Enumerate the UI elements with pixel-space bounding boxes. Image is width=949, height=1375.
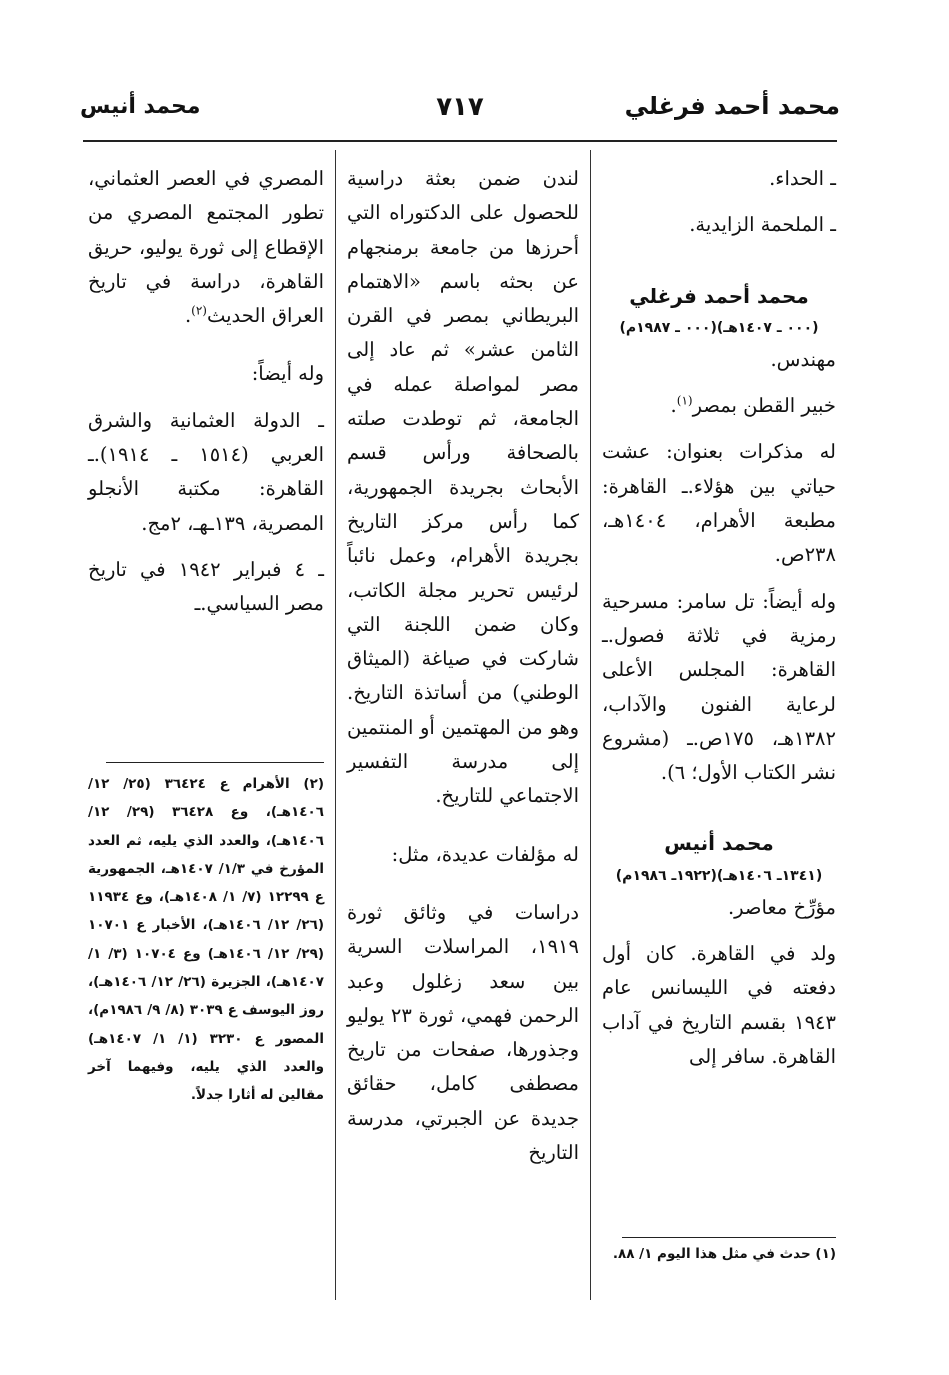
right-column: [602, 162, 836, 1074]
bullet-item: ـ الملحمة الزايدية.: [689, 213, 836, 237]
bullet-item: ـ الحداء.: [769, 167, 836, 190]
entry-note: [602, 389, 836, 423]
middle-column: [347, 162, 579, 1170]
entry-title: محمد أنيس: [664, 831, 774, 856]
footnote: (٢) الأهرام ع ٣٦٤٢٤ (٢٥/ ١٢/ ١٤٠٦هـ)، وع ٣٦٤٢٨ (٢٩/ ١٢/ ١٤٠٦هـ)، والعدد الذي يليه، ثم العدد المؤرخ في ١/٣/ ١٤٠٧هـ، الجمهورية ع ١٢٢٩٩ (٧/ ١/ ١٤٠٨هـ)، وع ١١٩٣٤ (٢٦/ ١٢/ ١٤٠٦هـ)، الأخبار ع ١٠٧٠١ (٢٩/ ١٢/ ١٤٠٦هـ) وع ١٠٧٠٤ (٣/ ١/ ١٤٠٧هـ)، الجزيرة (٢٦/ ١٢/ ١٤٠٦هـ)، روز اليوسف ع ٣٠٣٩ (٨/ ٩/ ١٩٨٦م)، المصور ع ٣٢٣٠ (١/ ١/ ١٤٠٧هـ) والعدد الذي يليه، وفيهما آخر مقالين له أثارا جدلاً.: [88, 776, 325, 1104]
entry-title: محمد أحمد فرغلي: [629, 283, 809, 308]
header-rule: [83, 140, 837, 142]
book-item: ـ الدولة العثمانية والشرق العربي (١٥١٤ ـ ١٩١٤).ـ القاهرة: مكتبة الأنجلو المصرية، ١٣٩ـهـ، ٢مج.: [88, 408, 324, 535]
footnote-rule: [106, 762, 324, 763]
entry-note-end: .: [670, 394, 677, 418]
entry-profession: مؤرِّخ معاصر.: [727, 895, 836, 919]
footnote-rule: [622, 1237, 836, 1238]
left-column: [88, 162, 324, 622]
entry-works: له مذكرات بعنوان: عشت حياتي بين هؤلاء.ـ القاهرة: مطبعة الأهرام، ١٤٠٤هـ، ٢٣٨ص.: [602, 440, 836, 567]
entry-bio-continued: لندن ضمن بعثة دراسية للحصول على الدكتوراه التي أحرزها من جامعة برمنجهام عن بحثه باسم «الاهتمام البريطاني بمصر في القرن الثامن عشر» ثم عاد إلى مصر لمواصلة عمله في الجامعة، ثم توطدت صلته بالصحافة ورأس قسم الأبحاث بجريدة الجمهورية، كما رأس مركز التاريخ بجريدة الأهرام، وعمل نائباً لرئيس تحرير مجلة الكاتب، وكان ضمن اللجنة التي شاركت في صياغة (الميثاق الوطني) من أساتذة التاريخ. وهو من المهتمين أو المنتمين إلى مدرسة التفسير الاجتماعي للتاريخ.: [347, 167, 579, 808]
works-intro: له مؤلفات عديدة، مثل:: [391, 842, 579, 866]
entry-also: وله أيضاً: تل سامر: مسرحية رمزية في ثلاثة فصول.ـ القاهرة: المجلس الأعلى لرعاية الفنون والآداب، ١٣٨٢هـ، ١٧٥ص.ـ (مشروع نشر الكتاب الأول؛ ٦).: [602, 589, 836, 785]
also-heading: وله أيضاً:: [251, 362, 324, 386]
header-left-name: محمد أنيس: [80, 94, 201, 119]
footnote-marker: (٢): [191, 303, 207, 318]
entry-dates: (٠٠٠ ـ ١٤٠٧هـ)(٠٠٠ ـ ١٩٨٧م): [619, 319, 819, 336]
works-list: دراسات في وثائق ثورة ١٩١٩، المراسلات السرية بين سعد زغلول وعبد الرحمن فهمي، ثورة ٢٣ يوليو وجذورها، صفحات من تاريخ مصطفى كامل، حقائق جديدة عن الجبرتي، مدرسة التاريخ: [347, 900, 579, 1165]
footnote-marker: (١): [676, 393, 693, 408]
book-item: ـ ٤ فبراير ١٩٤٢ في تاريخ مصر السياسي.ـ: [88, 557, 324, 616]
column-separator: [590, 150, 591, 1300]
works-list-text: المصري في العصر العثماني، تطور المجتمع المصري من الإقطاع إلى ثورة يوليو، حريق القاهرة، دراسة في تاريخ العراق الحديث: [88, 167, 324, 328]
works-list-end: .: [184, 304, 192, 328]
page-number: ٧١٧: [436, 92, 484, 122]
running-header: [80, 88, 840, 136]
entry-dates: (١٣٤١ـ ١٤٠٦هـ)(١٩٢٢ـ ١٩٨٦م): [615, 867, 823, 884]
column-separator: [335, 150, 336, 1300]
entry-bio: ولد في القاهرة. كان أول دفعته في الليسانس عام ١٩٤٣ بقسم التاريخ في آداب القاهرة. سافر إلى: [602, 942, 836, 1068]
works-list-continued: [88, 162, 324, 333]
entry-profession: مهندس.: [770, 347, 836, 371]
header-right-name: محمد أحمد فرغلي: [624, 92, 840, 120]
entry-note-text: خبير القطن بمصر: [692, 394, 836, 418]
footnote: (١) حدث في مثل هذا اليوم ١/ ٨٨.: [612, 1246, 836, 1262]
